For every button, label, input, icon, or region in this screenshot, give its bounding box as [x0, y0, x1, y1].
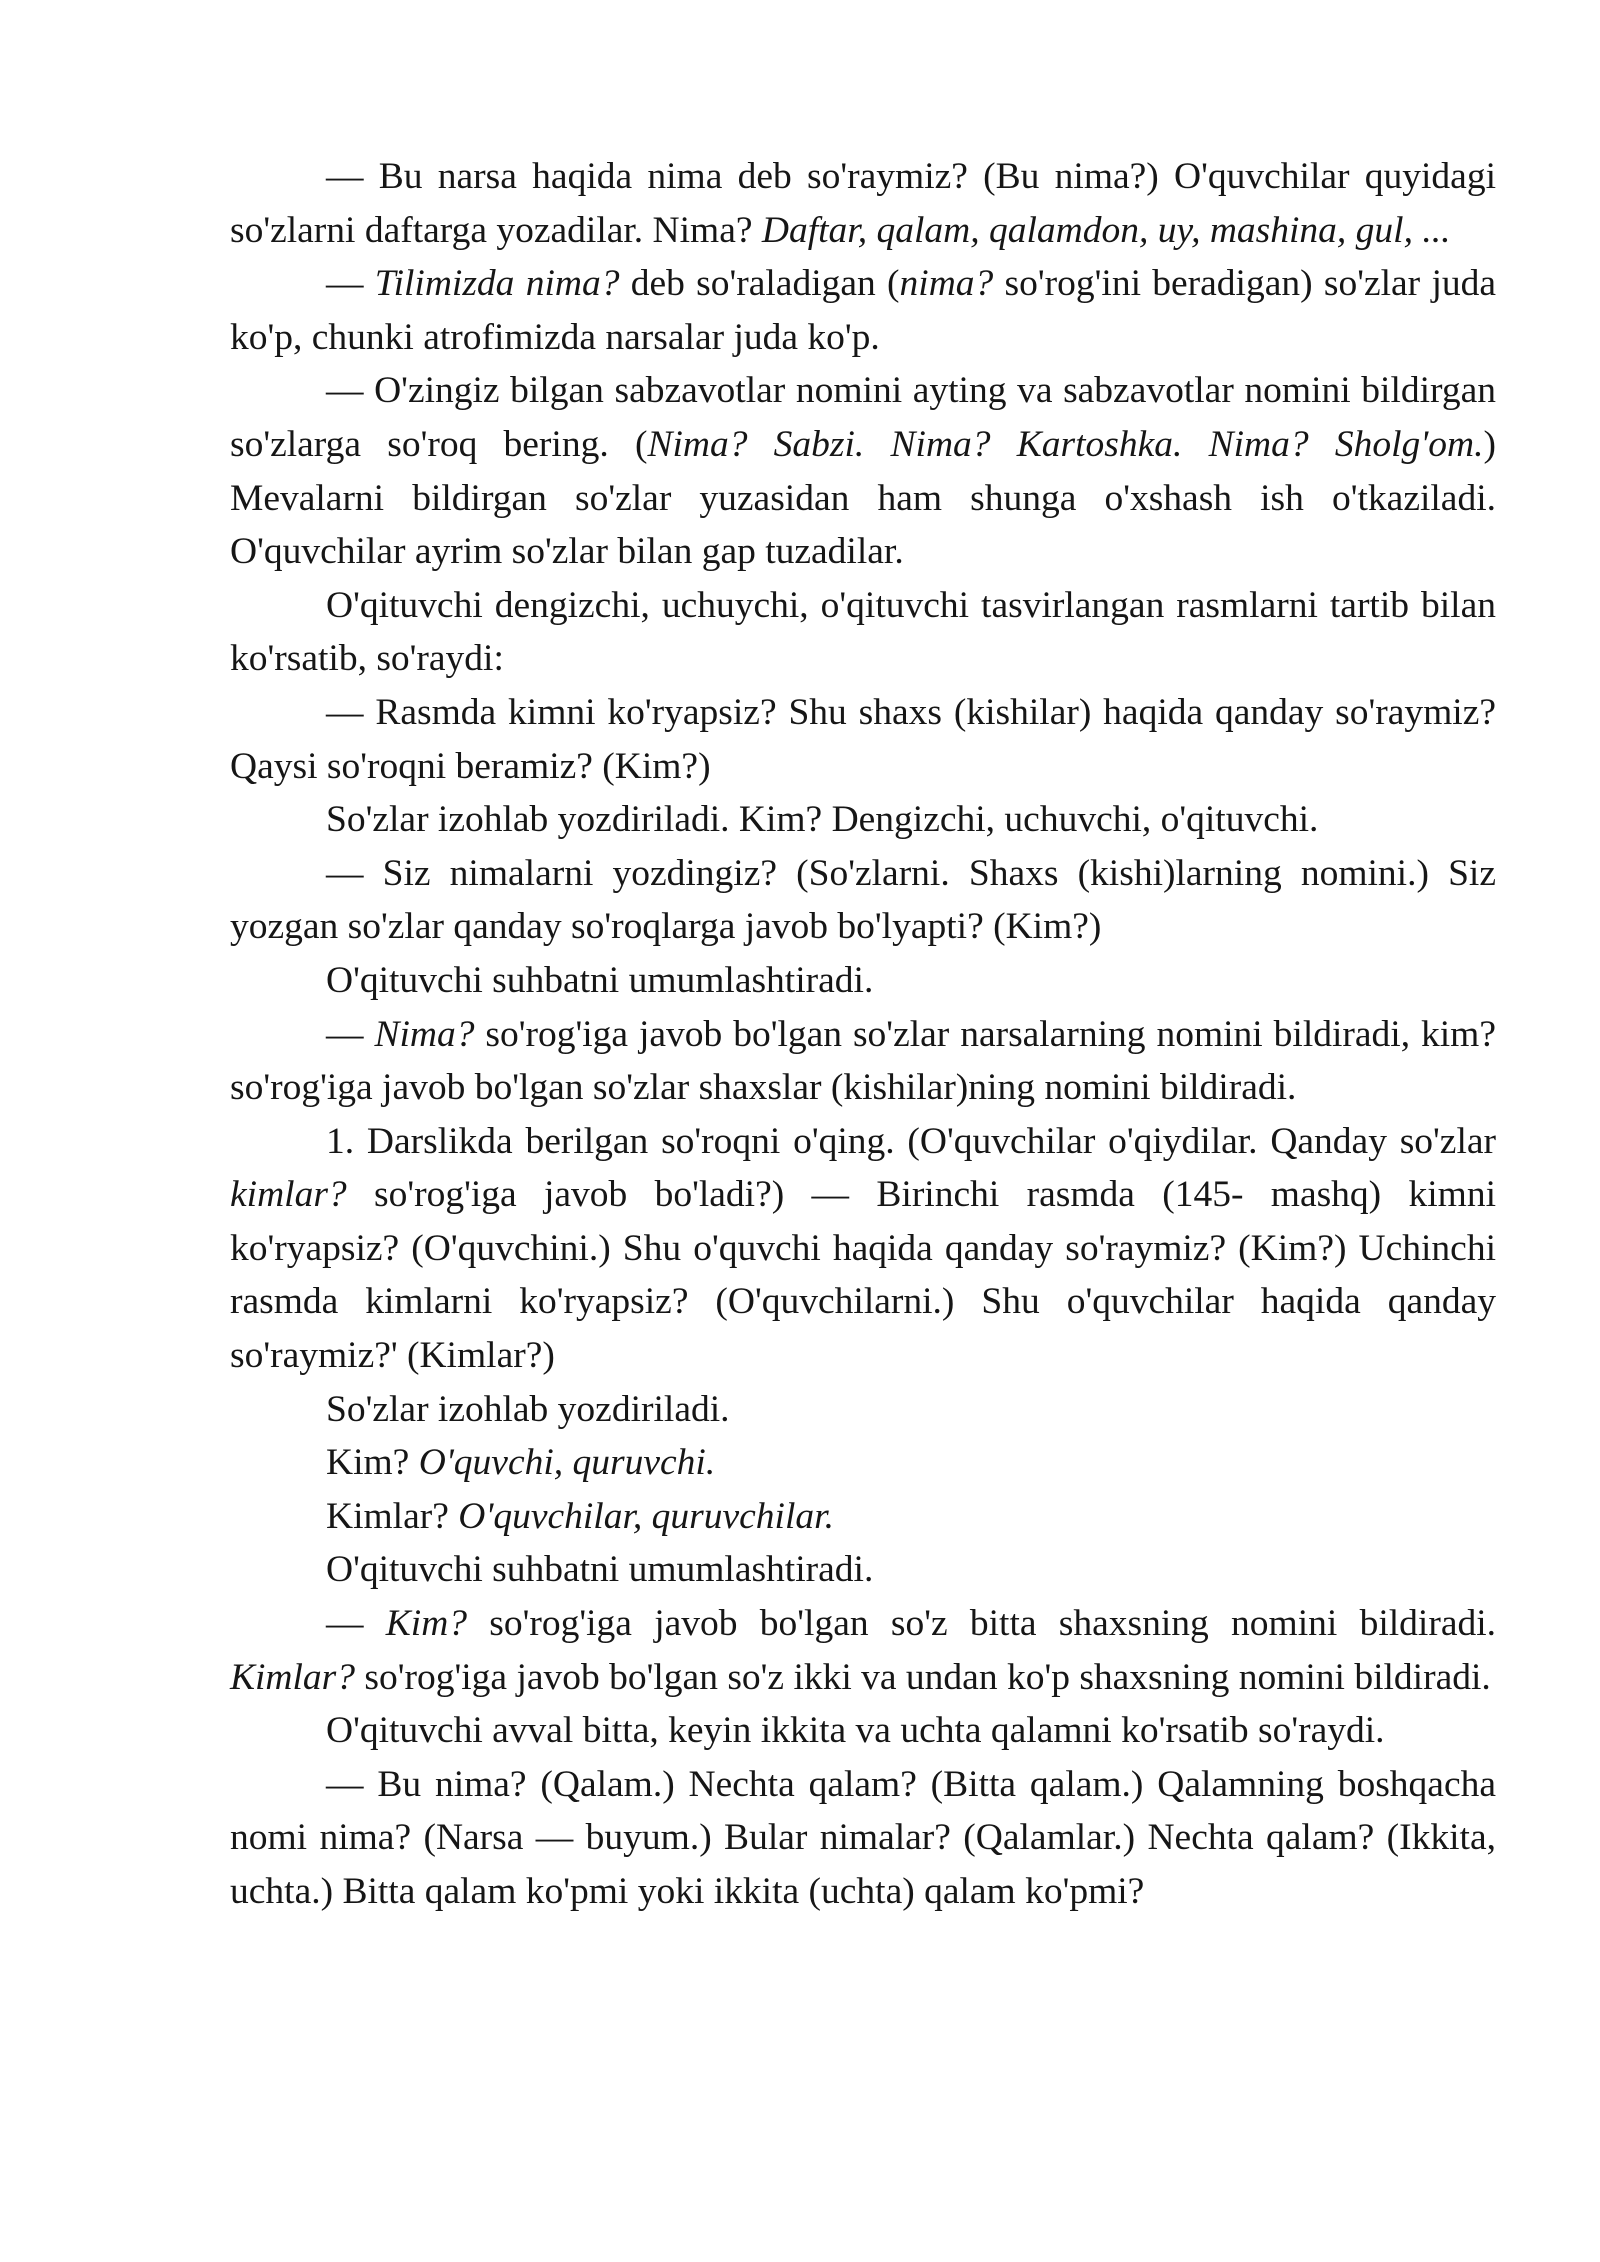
paragraph-9: — Nima? so'rog'iga javob bo'lgan so'zlar narsalarning nomini bildiradi, kim? so'rog'iga javob bo'lgan so'zlar shaxslar (kishilar)ning nomini bildiradi. — [230, 1013, 1496, 1109]
paragraph-11: So'zlar izohlab yozdiriladi. — [326, 1388, 730, 1430]
document-page — [230, 150, 1496, 1919]
paragraph-10: 1. Darslikda berilgan so'roqni o'qing. (O'quvchilar o'qiydilar. Qanday so'zlar kimlar? so'rog'iga javob bo'ladi?) — Birinchi rasmda (145- mashq) kimni ko'ryapsiz? (O'quvchini.) Shu o'quvchi haqida qanday so'raymiz? (Kim?) Uchinchi rasmda kimlarni ko'ryapsiz? (O'quvchilarni.) Shu o'quvchilar haqida qanday so'raymiz?' (Kimlar?) — [230, 1120, 1496, 1377]
paragraph-6: So'zlar izohlab yozdiriladi. Kim? Dengizchi, uchuvchi, o'qituvchi. — [326, 799, 1319, 841]
paragraph-7: — Siz nimalarni yozdingiz? (So'zlarni. Shaxs (kishi)larning nomini.) Siz yozgan so'zlar qanday so'roqlarga javob bo'lyapti? (Kim?) — [230, 852, 1496, 948]
paragraph-17: — Bu nima? (Qalam.) Nechta qalam? (Bitta qalam.) Qalamning boshqacha nomi nima? (Narsa — buyum.) Bular nimalar? (Qalamlar.) Nechta qalam? (Ikkita, uchta.) Bitta qalam ko'pmi yoki ikkita (uchta) qalam ko'pmi? — [230, 1763, 1496, 1912]
paragraph-4: O'qituvchi dengizchi, uchuychi, o'qituvchi tasvirlangan rasmlarni tartib bilan ko'rsatib, so'raydi: — [230, 584, 1496, 680]
paragraph-8: O'qituvchi suhbatni umumlashtiradi. — [326, 959, 874, 1001]
paragraph-1: — Bu narsa haqida nima deb so'raymiz? (Bu nima?) O'quvchilar quyidagi so'zlarni daftarga yozadilar. Nima? Daftar, qalam, qalamdon, uy, mashina, gul, ... — [230, 156, 1496, 251]
paragraph-16: O'qituvchi avval bitta, keyin ikkita va uchta qalamni ko'rsatib so'raydi. — [326, 1710, 1385, 1752]
paragraph-14: O'qituvchi suhbatni umumlashtiradi. — [326, 1549, 874, 1591]
paragraph-3: — O'zingiz bilgan sabzavotlar nomini ayting va sabzavotlar nomini bildirgan so'zlarga so'roq bering. (Nima? Sabzi. Nima? Kartoshka. Nima? Sholg'om.) Mevalarni bildirgan so'zlar yuzasidan ham shunga o'xshash ish o'tkaziladi. O'quvchilar ayrim so'zlar bilan gap tuzadilar. — [230, 370, 1496, 573]
paragraph-2: — Tilimizda nima? deb so'raladigan (nima? so'rog'ini beradigan) so'zlar juda ko'p, chunki atrofimizda narsalar juda ko'p. — [230, 263, 1497, 358]
paragraph-12: Kim? O'quvchi, quruvchi. — [326, 1442, 716, 1484]
paragraph-13: Kimlar? O'quvchilar, quruvchilar. — [326, 1495, 834, 1537]
paragraph-5: — Rasmda kimni ko'ryapsiz? Shu shaxs (kishilar) haqida qanday so'raymiz? Qaysi so'roqni beramiz? (Kim?) — [230, 691, 1496, 787]
paragraph-15: — Kim? so'rog'iga javob bo'lgan so'z bitta shaxsning nomini bildiradi. Kimlar? so'rog'iga javob bo'lgan so'z ikki va undan ko'p shaxsning nomini bildiradi. — [230, 1603, 1497, 1698]
